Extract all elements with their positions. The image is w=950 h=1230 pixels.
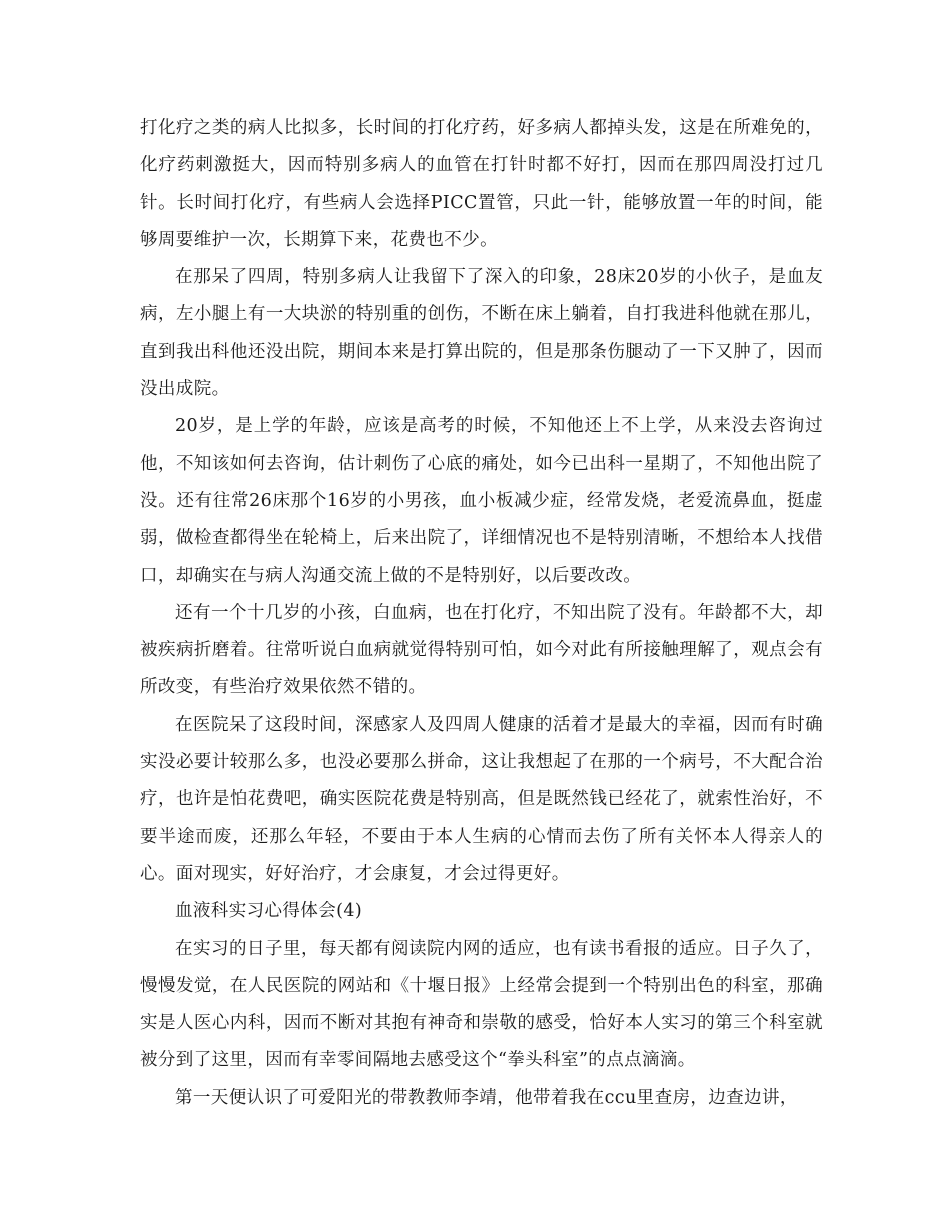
section-paragraph-2: 第一天便认识了可爱阳光的带教教师李靖，他带着我在ccu里查房，边查边讲， <box>175 1087 798 1108</box>
paragraph-5: 在医院呆了这段时间，深感家人及四周人健康的活着才是最大的幸福，因而有时确实没必要计较那么多，也没必要那么拼命，这让我想起了在那的一个病号，不大配合治疗，也许是怕花费吧，确实医院花费是特别高，但是既然钱已经花了，就索性治好，不要半途而废，还那么年轻，不要由于本人生病的心情而去伤了所有关怀本人得亲人的心。面对现实，好好治疗，才会康复，才会过得更好。 <box>140 714 823 884</box>
section-heading: 血液科实习心得体会(4) <box>175 901 363 922</box>
paragraph-4: 还有一个十几岁的小孩，白血病，也在打化疗，不知出院了没有。年龄都不大，却被疾病折磨着。往常听说白血病就觉得特别可怕，如今对此有所接触理解了，观点会有所改变，有些治疗效果依然不错的。 <box>140 602 823 698</box>
section-paragraph-1: 在实习的日子里，每天都有阅读院内网的适应，也有读书看报的适应。日子久了，慢慢发觉，在人民医院的网站和《十堰日报》上经常会提到一个特别出色的科室，那确实是人医心内科，因而不断对其抱有神奇和崇敬的感受，恰好本人实习的第三个科室就被分到了这里，因而有幸零间隔地去感受这个“拳头科室”的点点滴滴。 <box>140 938 823 1071</box>
paragraph-3: 20岁，是上学的年龄，应该是高考的时候，不知他还上不上学，从来没去咨询过他，不知该如何去咨询，估计刺伤了心底的痛处，如今已出科一星期了，不知他出院了没。还有往常26床那个16岁的小男孩，血小板减少症，经常发烧，老爱流鼻血，挺虚弱，做检查都得坐在轮椅上，后来出院了，详细情况也不是特别清晰，不想给本人找借口，却确实在与病人沟通交流上做的不是特别好，以后要改改。 <box>140 416 823 586</box>
document-body <box>140 110 823 1117</box>
paragraph-1: 打化疗之类的病人比拟多，长时间的打化疗药，好多病人都掉头发，这是在所难免的，化疗药刺激挺大，因而特别多病人的血管在打针时都不好打，因而在那四周没打过几针。长时间打化疗，有些病人会选择PICC置管，只此一针，能够放置一年的时间，能够周要维护一次，长期算下来，花费也不少。 <box>140 118 823 250</box>
paragraph-2: 在那呆了四周，特别多病人让我留下了深入的印象，28床20岁的小伙子，是血友病，左小腿上有一大块淤的特别重的创伤，不断在床上躺着，自打我进科他就在那儿，直到我出科他还没出院，期间本来是打算出院的，但是那条伤腿动了一下又肿了，因而没出成院。 <box>140 267 823 400</box>
